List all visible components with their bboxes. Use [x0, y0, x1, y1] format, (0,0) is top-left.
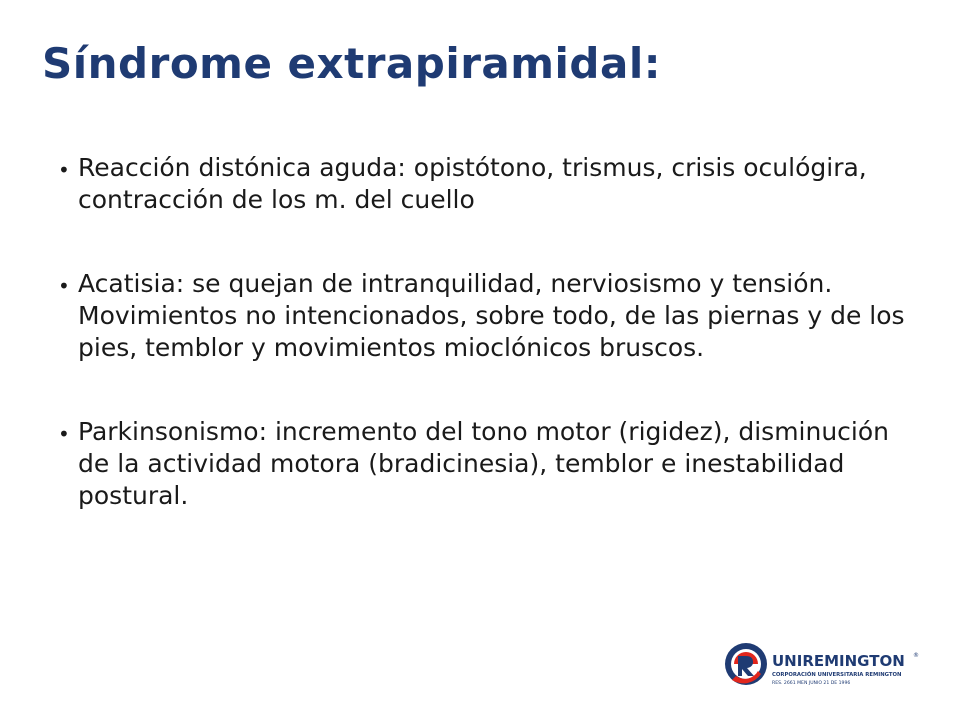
bullet-dot-icon: • [58, 158, 70, 182]
logo-resolution: RES. 2661 MEN JUNIO 21 DE 1996 [772, 681, 851, 686]
bullet-text: Reacción distónica aguda: opistótono, trismus, crisis oculógira, contracción de los m. del cuello [78, 153, 867, 214]
bullet-text: Acatisia: se quejan de intranquilidad, nerviosismo y tensión. Movimientos no intencionados, sobre todo, de las piernas y de los pies, temblor y movimientos mioclónicos bruscos. [78, 269, 905, 362]
logo-wordmark: UNIREMINGTON [772, 652, 905, 670]
logo-registered-mark: ® [913, 652, 919, 659]
bullet-item [58, 416, 908, 512]
bullet-item [58, 268, 908, 364]
slide-title: Síndrome extrapiramidal: [42, 39, 662, 88]
bullet-list [58, 152, 908, 564]
bullet-dot-icon: • [58, 274, 70, 298]
bullet-text: Parkinsonismo: incremento del tono motor (rigidez), disminución de la actividad motora (bradicinesia), temblor e inestabilidad postural. [78, 417, 890, 510]
bullet-item [58, 152, 908, 216]
uniremington-logo [724, 638, 924, 694]
logo-subtitle: CORPORACIÓN UNIVERSITARIA REMINGTON [772, 672, 902, 678]
bullet-dot-icon: • [58, 422, 70, 446]
logo-emblem-icon [725, 643, 767, 685]
